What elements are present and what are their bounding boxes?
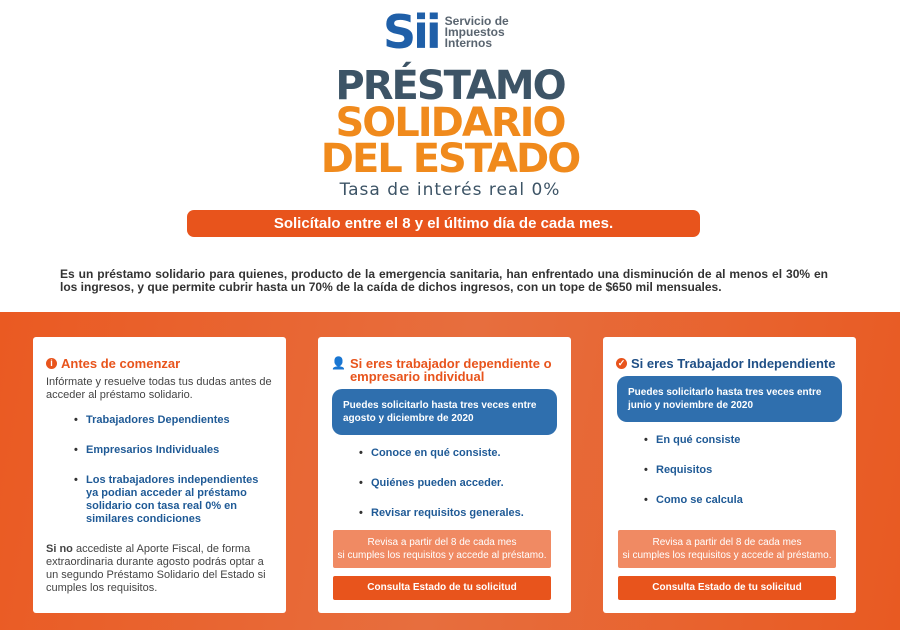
- logo-text-3: Internos: [444, 35, 493, 50]
- note-line-1: Revisa a partir del 8 de cada mes: [652, 537, 802, 548]
- logo-text-1: Servicio de: [444, 13, 509, 28]
- link-requisitos[interactable]: • Requisitos: [656, 464, 843, 477]
- sii-mark: Sii: [383, 5, 439, 59]
- sii-logo[interactable]: [383, 5, 509, 59]
- link-trabajadores-dependientes[interactable]: • Trabajadores Dependientes: [86, 414, 273, 427]
- link-requisitos[interactable]: • Revisar requisitos generales.: [371, 507, 558, 520]
- link-empresarios-individuales[interactable]: • Empresarios Individuales: [86, 444, 273, 457]
- card-before-start: [33, 337, 286, 613]
- card-footer: accediste al Aporte Fiscal, de forma extraordinaria durante agosto podrás optar a un segundo Préstamo Solidario del Estado si cumples los requisitos.: [46, 543, 266, 594]
- note-line-2: si cumples los requisitos y accede al préstamo.: [337, 550, 547, 561]
- card-title: Si eres trabajador dependiente o empresario individual: [349, 356, 552, 384]
- link-en-que-consiste[interactable]: • En qué consiste: [656, 434, 843, 447]
- apply-banner: Solicítalo entre el 8 y el último día de cada mes.: [187, 210, 700, 237]
- hero-title-3: DEL ESTADO: [320, 136, 580, 182]
- check-badge-icon: ✓: [617, 358, 626, 368]
- intro-text: Es un préstamo solidario para quienes, producto de la emergencia sanitaria, han enfrentado una disminución de al menos el 30% en los ingresos, y que permite cubrir hasta un 70% de la caída de dichos ingresos, con un tope de $650 mil mensuales.: [60, 267, 828, 294]
- card-independiente: [603, 337, 856, 613]
- card-title: Si eres Trabajador Independiente: [631, 356, 836, 371]
- link-quienes[interactable]: • Quiénes pueden acceder.: [371, 477, 558, 490]
- hero-subtitle: Tasa de interés real 0%: [339, 180, 561, 200]
- review-note: [333, 530, 551, 568]
- hero-title-1: PRÉSTAMO: [335, 63, 565, 109]
- card-title: Antes de comenzar: [61, 356, 181, 371]
- note-line-2: si cumples los requisitos y accede al préstamo.: [622, 550, 832, 561]
- review-note: [618, 530, 836, 568]
- card-dependiente: [318, 337, 571, 613]
- note-line-1: Revisa a partir del 8 de cada mes: [367, 537, 517, 548]
- link-como-se-calcula[interactable]: • Como se calcula: [656, 494, 843, 507]
- footer-bold: Si no: [46, 543, 73, 555]
- info-icon: i: [46, 358, 57, 369]
- consulta-estado-button[interactable]: Consulta Estado de tu solicitud: [618, 576, 836, 600]
- link-trabajadores-independientes[interactable]: • Los trabajadores independientes ya podian acceder al préstamo solidario con tasa real 0% en similares condiciones: [86, 474, 273, 526]
- hero-title-2: SOLIDARIO: [335, 100, 565, 146]
- period-box: Puedes solicitarlo hasta tres veces entre junio y noviembre de 2020: [617, 376, 842, 422]
- logo-text-2: Impuestos: [444, 24, 505, 39]
- card-text: Infórmate y resuelve todas tus dudas antes de acceder al préstamo solidario.: [46, 376, 272, 401]
- period-box: Puedes solicitarlo hasta tres veces entre agosto y diciembre de 2020: [332, 389, 557, 435]
- link-conoce[interactable]: • Conoce en qué consiste.: [371, 447, 558, 460]
- user-icon: 👤: [331, 356, 346, 370]
- consulta-estado-button[interactable]: Consulta Estado de tu solicitud: [333, 576, 551, 600]
